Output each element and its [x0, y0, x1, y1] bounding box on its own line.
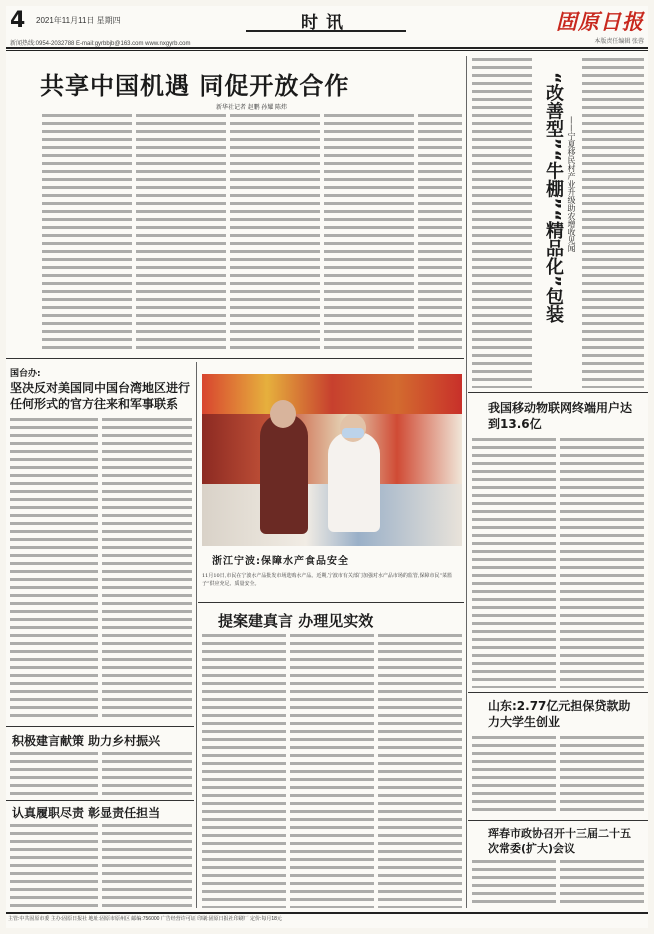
rural-body-col-2	[102, 752, 192, 796]
ningxia-body-col-1	[472, 58, 532, 388]
issue-date: 2021年11月11日 星期四	[36, 16, 121, 25]
lead-body-col-2	[136, 114, 226, 352]
photo-caption: 11月10日,市民在宁波水产品批发市场选购水产品。近期,宁波市有关部门加强对水产品市场的监管,保障市民“菜篮子”供应充足、质量安全。	[202, 573, 453, 587]
lead-body-col-5	[418, 114, 462, 352]
page-number: 4	[10, 8, 26, 33]
duty-body-col-1	[10, 824, 98, 908]
huishui-body-col-1	[472, 860, 556, 908]
duty-body-col-2	[102, 824, 192, 908]
section-rule	[246, 30, 406, 32]
masthead-rule-thin	[6, 50, 648, 51]
ningxia-headline: “改善型”“牛棚”“精品化”包装	[543, 72, 564, 323]
mobile-body-col-1	[472, 438, 556, 688]
taiwan-headline: 坚决反对美国同中国台湾地区进行任何形式的官方往来和军事联系	[10, 381, 191, 411]
divider-mobile	[468, 392, 648, 393]
rural-body-col-1	[10, 752, 98, 796]
duty-headline: 认真履职尽责 彰显责任担当	[12, 806, 161, 820]
brand-logo: 固原日报	[556, 9, 644, 34]
shandong-body-col-2	[560, 736, 644, 816]
column-divider-right	[466, 56, 467, 908]
divider-rural	[6, 726, 194, 727]
ningxia-subhead: ——宁夏移民村产业升级助农增收见闻	[567, 116, 576, 252]
taiwan-body-col-2	[102, 418, 192, 720]
rural-headline: 积极建言献策 助力乡村振兴	[12, 734, 161, 748]
mobile-body-col-2	[560, 438, 644, 688]
contact-line: 新闻热线:0954-2032788 E-mail:gyrbbjb@163.com www.nxgyrb.com	[10, 41, 191, 47]
lead-body-col-1	[42, 114, 132, 352]
divider-shandong	[468, 692, 648, 693]
lead-headline: 共享中国机遇 同促开放合作	[40, 72, 350, 100]
divider-photo	[198, 602, 464, 603]
footer-imprint: 主管:中共固原市委 主办:固原日报社 地址:固原市原州区 邮编:756000 广告经营许可证 印刷:固原日报社印刷厂 定价:每月18元	[6, 912, 648, 928]
proposal-headline: 提案建真言 办理见实效	[218, 612, 374, 630]
shandong-headline: 山东:2.77亿元担保贷款助力大学生创业	[488, 699, 631, 729]
section-title: 时讯	[301, 13, 351, 33]
divider-huishui	[468, 820, 648, 821]
masthead	[6, 6, 648, 50]
huishui-body-col-2	[560, 860, 644, 908]
huishui-headline: 珲春市政协召开十三届二十五次常委(扩大)会议	[488, 827, 631, 855]
market-photo	[202, 374, 462, 546]
taiwan-body-col-1	[10, 418, 98, 720]
divider-lead	[6, 358, 464, 359]
newspaper-page	[6, 6, 648, 928]
ningxia-body-col-2	[582, 58, 644, 388]
masthead-rule	[6, 47, 648, 49]
taiwan-kicker: 国台办:	[10, 369, 41, 379]
proposal-body-col-1	[202, 634, 286, 908]
proposal-body-col-2	[290, 634, 374, 908]
lead-byline: 新华社记者 赵鹏 孙耀 陈炜	[216, 105, 288, 111]
divider-duty	[6, 800, 194, 801]
editor-credit: 本版责任编辑 张蓉	[594, 39, 644, 45]
mobile-headline: 我国移动物联网终端用户达到13.6亿	[488, 401, 633, 431]
proposal-body-col-3	[378, 634, 462, 908]
shandong-body-col-1	[472, 736, 556, 816]
lead-body-col-3	[230, 114, 320, 352]
column-divider-left	[196, 362, 197, 908]
photo-title: 浙江宁波:保障水产食品安全	[212, 556, 349, 567]
lead-body-col-4	[324, 114, 414, 352]
